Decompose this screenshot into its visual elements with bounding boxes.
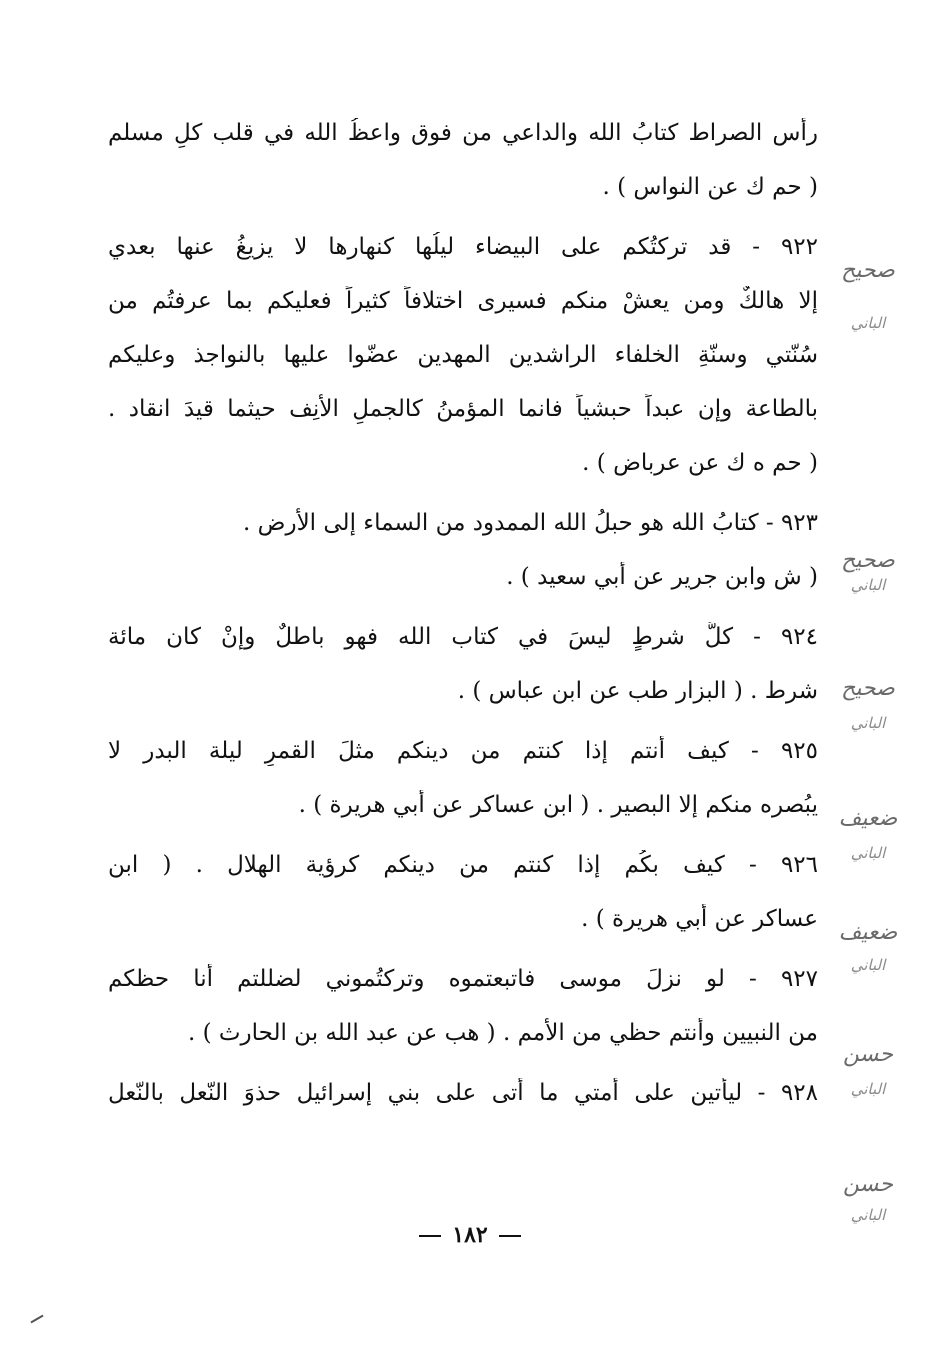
- hadith-922-line-2: إلا هالكٌ ومن يعشْ منكم فسيرى اختلافاً كثيراً فعليكم بما عرفتُم من: [108, 288, 818, 314]
- page-number-value: ١٨٢: [452, 1222, 488, 1248]
- margin-note-922: [818, 258, 918, 334]
- hadith-927-line-2: من النبيين وأنتم حظي من الأمم . ( هب عن عبد الله بن الحارث ) .: [187, 1020, 818, 1046]
- hadith-922-line-1: ٩٢٢ - قد تركتُكم على البيضاء ليلُها كنهارها لا يزيغُ عنها بعدي: [108, 234, 818, 260]
- margin-note-926: [818, 920, 918, 976]
- hadith-source-line: ( حم ك عن النواس ) .: [602, 174, 818, 200]
- hadith-925-line-2: يبُصره منكم إلا البصير . ( ابن عساكر عن أبي هريرة ) .: [298, 792, 818, 818]
- page-number-dash: [499, 1235, 521, 1237]
- margin-grade: صحيح: [841, 258, 895, 283]
- hadith-924-line-1: ٩٢٤ - كلُّ شرطٍ ليسَ في كتاب الله فهو باطلٌ وإنْ كان مائة: [108, 624, 818, 650]
- hadith-923-line-1: ٩٢٣ - كتابُ الله هو حبلُ الله الممدود من السماء إلى الأرض .: [243, 510, 818, 536]
- stray-pen-mark: [30, 1315, 43, 1324]
- hadith-922-line-4: بالطاعة وإن عبداً حبشياً فانما المؤمنُ كالجملِ الأنِف حيثما قيدَ انقاد .: [108, 396, 818, 422]
- hadith-923-source: ( ش وابن جرير عن أبي سعيد ) .: [506, 564, 818, 590]
- hadith-926-line-1: ٩٢٦ - كيف بكُم إذا كنتم من دينكم كرؤية الهلال . ( ابن: [108, 852, 818, 878]
- margin-grade: حسن: [843, 1172, 893, 1197]
- hadith-925-line-1: ٩٢٥ - كيف أنتم إذا كنتم من دينكم مثلَ القمرِ ليلة البدر لا: [108, 738, 818, 764]
- margin-grade: صحيح: [841, 676, 895, 701]
- page-number-dash: [419, 1235, 441, 1237]
- margin-note-924: [818, 676, 918, 734]
- margin-grade: ضعيف: [838, 920, 898, 945]
- hadith-924-line-2: شرط . ( البزار طب عن ابن عباس ) .: [457, 678, 818, 704]
- margin-grade: حسن: [843, 1042, 893, 1067]
- margin-source: الباني: [850, 714, 886, 732]
- margin-note-927: [818, 1042, 918, 1100]
- margin-grade: ضعيف: [838, 806, 898, 831]
- margin-note-928: [818, 1172, 918, 1226]
- margin-source: الباني: [850, 844, 886, 862]
- margin-source: الباني: [850, 314, 886, 332]
- hadith-922-line-3: سُنّتي وسنّةِ الخلفاء الراشدين المهدين عضّوا عليها بالنواجذ وعليكم: [108, 342, 818, 368]
- margin-source: الباني: [850, 576, 886, 594]
- hadith-922-source: ( حم ه ك عن عرباض ) .: [582, 450, 818, 476]
- margin-note-923: [818, 548, 918, 596]
- margin-grade: صحيح: [841, 548, 895, 573]
- hadith-928-line-1: ٩٢٨ - ليأتين على أمتي ما أتى على بني إسرائيل حذوَ النّعل بالنّعل: [108, 1080, 818, 1106]
- hadith-927-line-1: ٩٢٧ - لو نزلَ موسى فاتبعتموه وتركتُموني لضللتم أنا حظكم: [108, 966, 818, 992]
- hadith-926-line-2: عساكر عن أبي هريرة ) .: [581, 906, 818, 932]
- margin-source: الباني: [850, 1206, 886, 1224]
- hadith-line: رأس الصراط كتابُ الله والداعي من فوق واعظُ الله في قلب كلِ مسلم: [108, 120, 818, 146]
- page-number: [0, 1222, 940, 1248]
- margin-source: الباني: [850, 1080, 886, 1098]
- margin-note-925: [818, 806, 918, 864]
- margin-source: الباني: [850, 956, 886, 974]
- hadith-text-column: [108, 118, 818, 1108]
